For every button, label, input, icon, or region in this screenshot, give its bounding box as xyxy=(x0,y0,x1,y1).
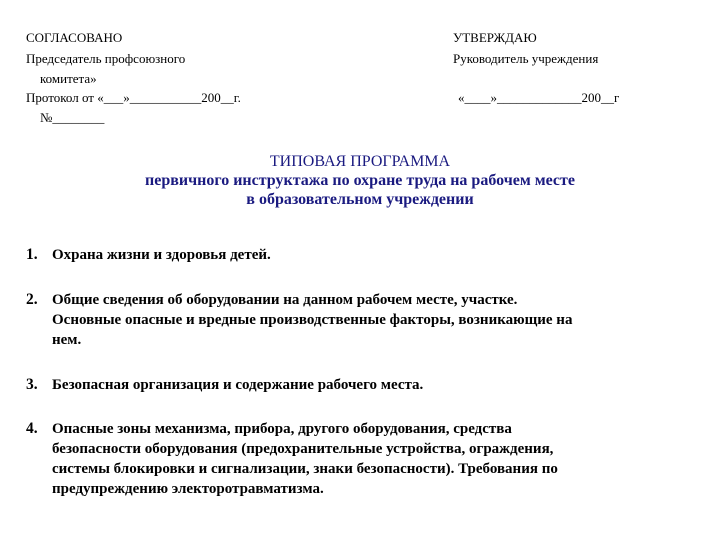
list-item-line: Общие сведения об оборудовании на данном рабочем месте, участке. xyxy=(52,292,518,308)
list-item-line: Безопасная организация и содержание рабочего места. xyxy=(52,377,424,393)
list-item-number: 3. xyxy=(26,376,38,393)
approval-right-date: «____»_____________200__г xyxy=(458,90,620,105)
list-item xyxy=(26,245,696,265)
list-item-line: безопасности оборудования (предохранительные устройства, ограждения, xyxy=(52,441,554,457)
list-item xyxy=(26,290,696,350)
approval-left-protocol: Протокол от «___»___________200__г. xyxy=(26,90,241,105)
approval-left-line2: комитета» xyxy=(40,71,97,86)
document-title xyxy=(0,152,720,209)
list-item-line: предупреждению электоротравматизма. xyxy=(52,481,324,497)
list-item-number: 4. xyxy=(26,420,38,437)
list-item-number: 2. xyxy=(26,291,38,308)
list-item-line: системы блокировки и сигнализации, знаки безопасности). Требования по xyxy=(52,461,558,477)
title-line-2: первичного инструктажа по охране труда на рабочем месте xyxy=(145,172,575,189)
list-item-line: Основные опасные и вредные производственные факторы, возникающие на xyxy=(52,312,573,328)
list-item-line: нем. xyxy=(52,332,82,348)
list-item-line: Охрана жизни и здоровья детей. xyxy=(52,247,271,263)
approval-left-heading: СОГЛАСОВАНО xyxy=(26,30,123,45)
approval-right-line1: Руководитель учреждения xyxy=(453,51,599,66)
list-item xyxy=(26,419,696,499)
approval-right-heading: УТВЕРЖДАЮ xyxy=(453,30,537,45)
approval-left-line1: Председатель профсоюзного xyxy=(26,51,186,66)
approval-left-number: №________ xyxy=(40,110,105,125)
list-item-line: Опасные зоны механизма, прибора, другого оборудования, средства xyxy=(52,421,512,437)
list-item-number: 1. xyxy=(26,246,38,263)
title-line-3: в образовательном учреждении xyxy=(246,191,474,208)
title-line-1: ТИПОВАЯ ПРОГРАММА xyxy=(269,153,451,170)
list-item xyxy=(26,375,696,395)
